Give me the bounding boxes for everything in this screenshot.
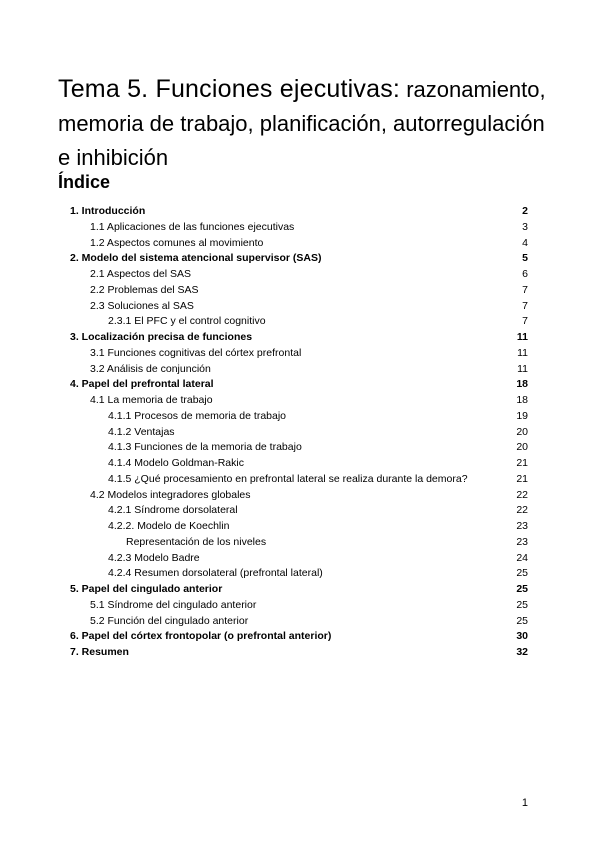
toc-entry-label: 4.2.3 Modelo Badre [108, 551, 200, 564]
toc-entry-label: 3.2 Análisis de conjunción [90, 362, 211, 375]
toc-entry-label: Representación de los niveles [126, 535, 267, 548]
toc-entry[interactable] [70, 488, 528, 504]
toc-entry[interactable] [70, 377, 528, 393]
toc-entry-page: 11 [517, 362, 528, 375]
toc-entry-label: 2.3.1 El PFC y el control cognitivo [108, 315, 266, 328]
toc-entry[interactable] [70, 519, 528, 535]
toc-entry-label: 4.1.2 Ventajas [108, 425, 175, 438]
toc-entry-label: 2. Modelo del sistema atencional supervisor (SAS) [70, 252, 322, 265]
index-heading: Índice [58, 172, 111, 192]
document-title-main: Tema 5. Funciones ejecutivas: [58, 75, 401, 103]
toc-entry[interactable] [70, 535, 528, 551]
toc-entry[interactable] [70, 204, 528, 220]
toc-entry-page: 18 [516, 378, 528, 391]
toc-entry-page: 11 [517, 346, 528, 359]
toc-entry-page: 22 [516, 488, 528, 501]
toc-entry[interactable] [70, 503, 528, 519]
toc-entry-label: 1. Introducción [70, 205, 146, 217]
toc-entry-label: 4.2 Modelos integradores globales [90, 488, 251, 501]
document-title [58, 72, 554, 175]
toc-entry[interactable] [70, 614, 528, 630]
toc-entry[interactable] [70, 299, 528, 315]
toc-entry-page: 25 [516, 567, 528, 580]
toc-entry[interactable] [70, 551, 528, 567]
toc-entry-page: 20 [516, 441, 528, 454]
toc-entry[interactable] [70, 425, 528, 441]
toc-entry[interactable] [70, 314, 528, 330]
toc-entry-label: 4. Papel del prefrontal lateral [70, 378, 214, 391]
toc-entry[interactable] [70, 362, 528, 378]
toc-entry-page: 5 [522, 252, 528, 265]
toc-entry-page: 30 [516, 630, 528, 643]
toc-entry-label: 4.1.5 ¿Qué procesamiento en prefrontal lateral se realiza durante la demora? [108, 472, 468, 485]
toc-entry-label: 1.2 Aspectos comunes al movimiento [90, 236, 264, 249]
toc-entry[interactable] [70, 283, 528, 299]
toc-entry-page: 3 [522, 220, 528, 233]
toc-entry-page: 23 [516, 535, 528, 548]
toc-entry-page: 24 [516, 551, 528, 564]
toc-entry[interactable] [70, 236, 528, 252]
toc-entry[interactable] [70, 582, 528, 598]
toc-entry[interactable] [70, 220, 528, 236]
toc-entry[interactable] [70, 456, 528, 472]
toc-entry-label: 6. Papel del córtex frontopolar (o prefrontal anterior) [70, 630, 332, 643]
toc-entry-label: 4.2.2. Modelo de Koechlin [108, 520, 230, 532]
toc-entry[interactable] [70, 267, 528, 283]
table-of-contents [70, 204, 528, 661]
toc-entry-page: 7 [522, 283, 528, 296]
toc-entry-page: 25 [516, 583, 528, 595]
toc-entry-label: 1.1 Aplicaciones de las funciones ejecutivas [90, 220, 295, 233]
toc-entry[interactable] [70, 330, 528, 346]
toc-entry-label: 4.2.1 Síndrome dorsolateral [108, 504, 238, 517]
toc-entry-page: 21 [516, 457, 528, 469]
toc-entry-page: 20 [516, 425, 528, 438]
toc-entry-page: 2 [522, 205, 528, 217]
toc-entry-page: 22 [516, 504, 528, 517]
toc-entry-page: 25 [516, 598, 528, 611]
document-title-subtitle: razonamiento, memoria de trabajo, planificación, autorregulación e inhibición [58, 77, 546, 170]
toc-entry-page: 32 [516, 646, 528, 658]
toc-entry-page: 19 [516, 409, 528, 422]
toc-entry-label: 2.2 Problemas del SAS [90, 283, 199, 296]
toc-entry-label: 5. Papel del cingulado anterior [70, 583, 223, 595]
toc-entry[interactable] [70, 346, 528, 362]
toc-entry[interactable] [70, 598, 528, 614]
toc-entry-label: 4.2.4 Resumen dorsolateral (prefrontal lateral) [108, 567, 323, 580]
toc-entry[interactable] [70, 440, 528, 456]
toc-entry[interactable] [70, 393, 528, 409]
toc-entry[interactable] [70, 629, 528, 645]
toc-entry-label: 4.1 La memoria de trabajo [90, 394, 213, 406]
toc-entry-page: 7 [522, 315, 528, 328]
toc-entry-label: 7. Resumen [70, 646, 129, 658]
toc-entry-label: 4.1.3 Funciones de la memoria de trabajo [108, 441, 302, 454]
toc-entry-label: 2.1 Aspectos del SAS [90, 268, 191, 280]
toc-entry-label: 5.2 Función del cingulado anterior [90, 614, 249, 627]
toc-entry-label: 4.1.1 Procesos de memoria de trabajo [108, 409, 287, 422]
toc-entry-label: 2.3 Soluciones al SAS [90, 299, 194, 312]
toc-entry-page: 11 [516, 331, 528, 343]
toc-entry-page: 6 [522, 268, 528, 280]
toc-entry[interactable] [70, 645, 528, 661]
toc-entry[interactable] [70, 409, 528, 425]
toc-entry-page: 25 [516, 614, 528, 627]
toc-entry-page: 4 [522, 236, 528, 249]
toc-entry-label: 3. Localización precisa de funciones [70, 331, 253, 343]
toc-entry-label: 4.1.4 Modelo Goldman-Rakic [108, 457, 244, 469]
toc-entry-page: 23 [516, 520, 528, 532]
toc-entry-label: 5.1 Síndrome del cingulado anterior [90, 598, 257, 611]
toc-entry-page: 21 [516, 472, 528, 485]
page-number: 1 [521, 797, 528, 809]
toc-entry[interactable] [70, 251, 528, 267]
toc-entry-label: 3.1 Funciones cognitivas del córtex prefrontal [90, 346, 302, 359]
toc-entry-page: 18 [516, 394, 528, 406]
toc-entry[interactable] [70, 566, 528, 582]
toc-entry-page: 7 [522, 299, 528, 312]
toc-entry[interactable] [70, 472, 528, 488]
